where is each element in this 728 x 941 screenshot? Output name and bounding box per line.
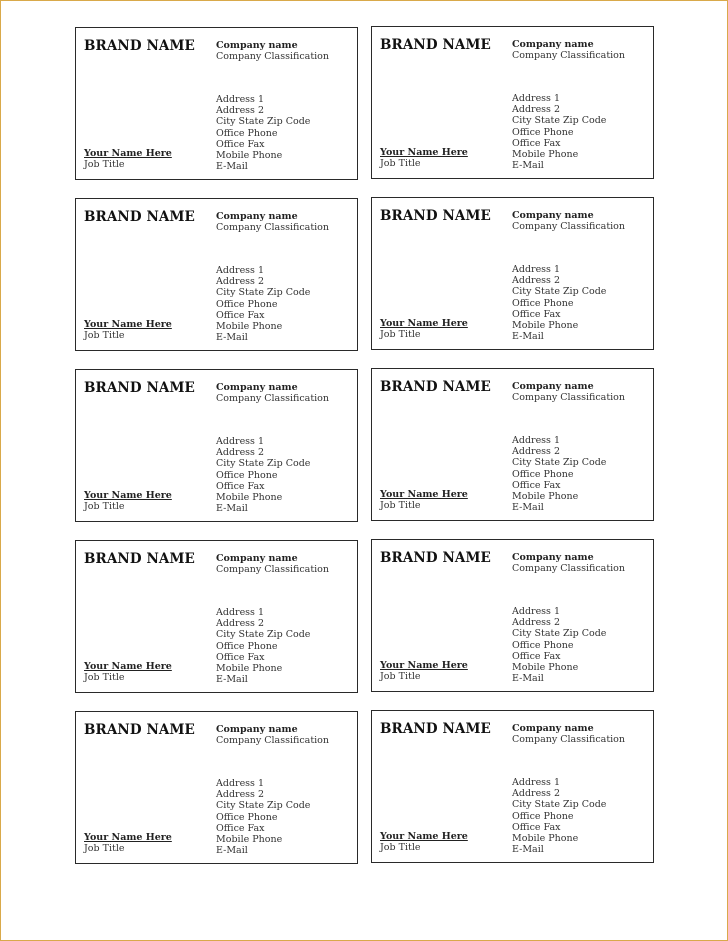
mobile-phone: Mobile Phone — [216, 149, 283, 161]
person-name: Your Name Here — [84, 832, 172, 843]
email: E-Mail — [512, 502, 544, 514]
email: E-Mail — [512, 160, 544, 172]
city-state-zip: City State Zip Code — [512, 799, 607, 811]
company-name: Company name — [512, 552, 594, 563]
brand-name: BRAND NAME — [84, 722, 195, 738]
address-1: Address 1 — [216, 94, 265, 105]
person-name: Your Name Here — [380, 831, 468, 842]
office-phone: Office Phone — [512, 297, 574, 309]
company-classification: Company Classification — [512, 563, 626, 574]
address-1: Address 1 — [216, 607, 265, 618]
company-name: Company name — [216, 211, 298, 222]
brand-name: BRAND NAME — [380, 721, 491, 737]
mobile-phone: Mobile Phone — [216, 320, 283, 332]
mobile-phone: Mobile Phone — [512, 661, 579, 673]
office-fax: Office Fax — [512, 308, 561, 320]
brand-name: BRAND NAME — [380, 379, 491, 395]
email: E-Mail — [216, 332, 248, 344]
city-state-zip: City State Zip Code — [216, 629, 311, 641]
address-2: Address 2 — [512, 446, 561, 458]
mobile-phone: Mobile Phone — [512, 148, 579, 160]
office-fax: Office Fax — [512, 650, 561, 662]
company-name: Company name — [216, 40, 298, 51]
job-title: Job Title — [380, 500, 421, 511]
business-card — [371, 710, 654, 863]
email: E-Mail — [216, 845, 248, 857]
contact-list — [216, 94, 310, 172]
address-1: Address 1 — [512, 777, 561, 788]
office-fax: Office Fax — [512, 137, 561, 149]
email: E-Mail — [512, 331, 544, 343]
email: E-Mail — [216, 503, 248, 515]
mobile-phone: Mobile Phone — [216, 833, 283, 845]
office-fax: Office Fax — [216, 309, 265, 321]
city-state-zip: City State Zip Code — [512, 628, 607, 640]
address-2: Address 2 — [216, 618, 265, 630]
email: E-Mail — [512, 844, 544, 856]
office-phone: Office Phone — [216, 811, 278, 823]
city-state-zip: City State Zip Code — [512, 457, 607, 469]
person-name: Your Name Here — [84, 661, 172, 672]
address-2: Address 2 — [216, 276, 265, 288]
company-classification: Company Classification — [512, 392, 626, 403]
company-name: Company name — [512, 39, 594, 50]
contact-list — [512, 93, 606, 171]
business-card — [75, 27, 358, 180]
brand-name: BRAND NAME — [380, 37, 491, 53]
person-name: Your Name Here — [380, 489, 468, 500]
company-classification: Company Classification — [216, 51, 330, 62]
office-phone: Office Phone — [216, 640, 278, 652]
city-state-zip: City State Zip Code — [512, 286, 607, 298]
mobile-phone: Mobile Phone — [512, 319, 579, 331]
business-card — [371, 197, 654, 350]
office-fax: Office Fax — [216, 480, 265, 492]
job-title: Job Title — [84, 672, 125, 683]
address-2: Address 2 — [512, 275, 561, 287]
company-name: Company name — [512, 381, 594, 392]
brand-name: BRAND NAME — [84, 380, 195, 396]
brand-name: BRAND NAME — [380, 208, 491, 224]
contact-list — [512, 606, 606, 684]
company-classification: Company Classification — [512, 221, 626, 232]
office-fax: Office Fax — [216, 651, 265, 663]
office-phone: Office Phone — [216, 127, 278, 139]
address-1: Address 1 — [512, 435, 561, 446]
brand-name: BRAND NAME — [84, 209, 195, 225]
business-card — [371, 368, 654, 521]
email: E-Mail — [216, 161, 248, 173]
address-1: Address 1 — [216, 265, 265, 276]
office-fax: Office Fax — [512, 479, 561, 491]
person-name: Your Name Here — [84, 319, 172, 330]
business-card — [371, 539, 654, 692]
company-classification: Company Classification — [216, 222, 330, 233]
company-name: Company name — [512, 210, 594, 221]
address-1: Address 1 — [512, 93, 561, 104]
job-title: Job Title — [84, 843, 125, 854]
job-title: Job Title — [84, 501, 125, 512]
company-classification: Company Classification — [216, 393, 330, 404]
brand-name: BRAND NAME — [84, 551, 195, 567]
company-classification: Company Classification — [216, 564, 330, 575]
mobile-phone: Mobile Phone — [512, 490, 579, 502]
person-name: Your Name Here — [380, 147, 468, 158]
office-phone: Office Phone — [512, 468, 574, 480]
address-2: Address 2 — [512, 104, 561, 116]
job-title: Job Title — [380, 329, 421, 340]
company-classification: Company Classification — [216, 735, 330, 746]
business-card — [75, 540, 358, 693]
contact-list — [216, 778, 310, 856]
business-card — [75, 711, 358, 864]
company-classification: Company Classification — [512, 50, 626, 61]
city-state-zip: City State Zip Code — [216, 800, 311, 812]
address-1: Address 1 — [512, 606, 561, 617]
city-state-zip: City State Zip Code — [512, 115, 607, 127]
company-name: Company name — [216, 553, 298, 564]
contact-list — [512, 777, 606, 855]
address-2: Address 2 — [216, 105, 265, 117]
office-fax: Office Fax — [216, 138, 265, 150]
mobile-phone: Mobile Phone — [512, 832, 579, 844]
brand-name: BRAND NAME — [84, 38, 195, 54]
contact-list — [216, 265, 310, 343]
company-name: Company name — [216, 724, 298, 735]
contact-list — [512, 435, 606, 513]
email: E-Mail — [216, 674, 248, 686]
company-name: Company name — [216, 382, 298, 393]
office-fax: Office Fax — [512, 821, 561, 833]
job-title: Job Title — [380, 842, 421, 853]
job-title: Job Title — [380, 671, 421, 682]
company-name: Company name — [512, 723, 594, 734]
business-card — [75, 369, 358, 522]
contact-list — [216, 436, 310, 514]
job-title: Job Title — [84, 159, 125, 170]
brand-name: BRAND NAME — [380, 550, 491, 566]
office-fax: Office Fax — [216, 822, 265, 834]
city-state-zip: City State Zip Code — [216, 116, 311, 128]
person-name: Your Name Here — [84, 148, 172, 159]
mobile-phone: Mobile Phone — [216, 662, 283, 674]
office-phone: Office Phone — [216, 469, 278, 481]
address-1: Address 1 — [512, 264, 561, 275]
contact-list — [512, 264, 606, 342]
address-2: Address 2 — [216, 789, 265, 801]
person-name: Your Name Here — [380, 660, 468, 671]
office-phone: Office Phone — [512, 810, 574, 822]
company-classification: Company Classification — [512, 734, 626, 745]
mobile-phone: Mobile Phone — [216, 491, 283, 503]
address-1: Address 1 — [216, 778, 265, 789]
address-1: Address 1 — [216, 436, 265, 447]
address-2: Address 2 — [216, 447, 265, 459]
person-name: Your Name Here — [380, 318, 468, 329]
business-card — [75, 198, 358, 351]
job-title: Job Title — [380, 158, 421, 169]
city-state-zip: City State Zip Code — [216, 458, 311, 470]
person-name: Your Name Here — [84, 490, 172, 501]
address-2: Address 2 — [512, 788, 561, 800]
city-state-zip: City State Zip Code — [216, 287, 311, 299]
office-phone: Office Phone — [512, 639, 574, 651]
email: E-Mail — [512, 673, 544, 685]
office-phone: Office Phone — [512, 126, 574, 138]
address-2: Address 2 — [512, 617, 561, 629]
office-phone: Office Phone — [216, 298, 278, 310]
job-title: Job Title — [84, 330, 125, 341]
business-card — [371, 26, 654, 179]
contact-list — [216, 607, 310, 685]
